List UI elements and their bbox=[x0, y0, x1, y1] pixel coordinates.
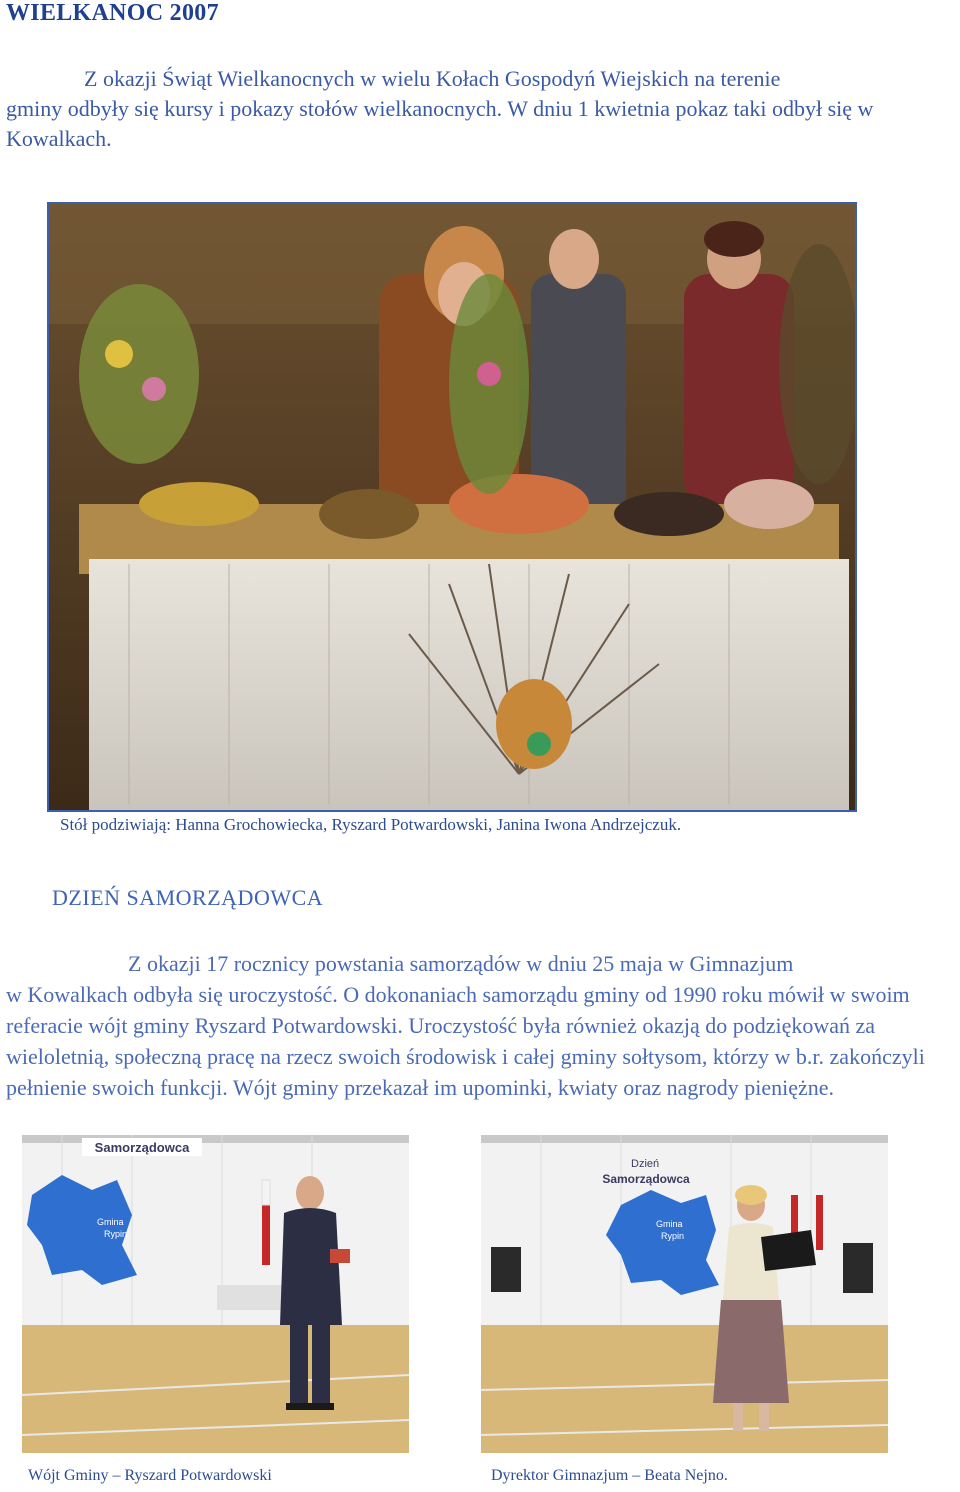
page-title: WIELKANOC 2007 bbox=[6, 0, 219, 26]
director-speech-photo-drawing bbox=[481, 1135, 888, 1453]
self-government-paragraph bbox=[6, 948, 956, 1103]
mayor-speech-photo bbox=[22, 1135, 409, 1453]
banner-word-top: Dzień bbox=[631, 1158, 660, 1170]
map-label-rypin: Rypin bbox=[104, 1229, 128, 1239]
self-government-paragraph-rest: w Kowalkach odbyła się uroczystość. O dokonaniach samorządu gminy od 1990 roku mówił w swoim referacie wójt gminy Ryszard Potwardowski. Uroczystość była również okazją do podziękowań za wieloletnią, społeczną pracę na rzecz swoich środowisk i całej gminy sołtysom, którzy w b.r. zakończyli pełnienie swoich funkcji. Wójt gminy przekazał im upominki, kwiaty oraz nagrody pieniężne. bbox=[6, 982, 925, 1100]
easter-paragraph-first-line: Z okazji Świąt Wielkanocnych w wielu Kołach Gospodyń Wiejskich na terenie bbox=[84, 66, 781, 91]
section-heading: DZIEŃ SAMORZĄDOWCA bbox=[52, 885, 324, 910]
director-speech-photo bbox=[481, 1135, 888, 1453]
easter-table-photo-drawing bbox=[49, 204, 855, 810]
easter-paragraph-rest: gminy odbyły się kursy i pokazy stołów wielkanocnych. W dniu 1 kwietnia pokaz taki odbył się w Kowalkach. bbox=[6, 96, 874, 151]
easter-photo-caption: Stół podziwiają: Hanna Grochowiecka, Ryszard Potwardowski, Janina Iwona Andrzejczuk. bbox=[60, 815, 682, 834]
easter-paragraph bbox=[6, 64, 954, 154]
easter-table-photo bbox=[47, 202, 857, 812]
mayor-photo-caption: Wójt Gminy – Ryszard Potwardowski bbox=[28, 1467, 272, 1484]
banner-word-right: Samorządowca bbox=[602, 1172, 690, 1186]
map-label-rypin-2: Rypin bbox=[661, 1231, 685, 1241]
self-government-paragraph-first-line: Z okazji 17 rocznicy powstania samorządów w dniu 25 maja w Gimnazjum bbox=[128, 951, 794, 976]
map-label-gmina: Gmina bbox=[97, 1217, 124, 1227]
banner-word: Samorządowca bbox=[94, 1140, 190, 1155]
map-label-gmina-2: Gmina bbox=[656, 1219, 683, 1229]
director-photo-caption: Dyrektor Gimnazjum – Beata Nejno. bbox=[491, 1467, 728, 1484]
mayor-speech-photo-drawing bbox=[22, 1135, 409, 1453]
